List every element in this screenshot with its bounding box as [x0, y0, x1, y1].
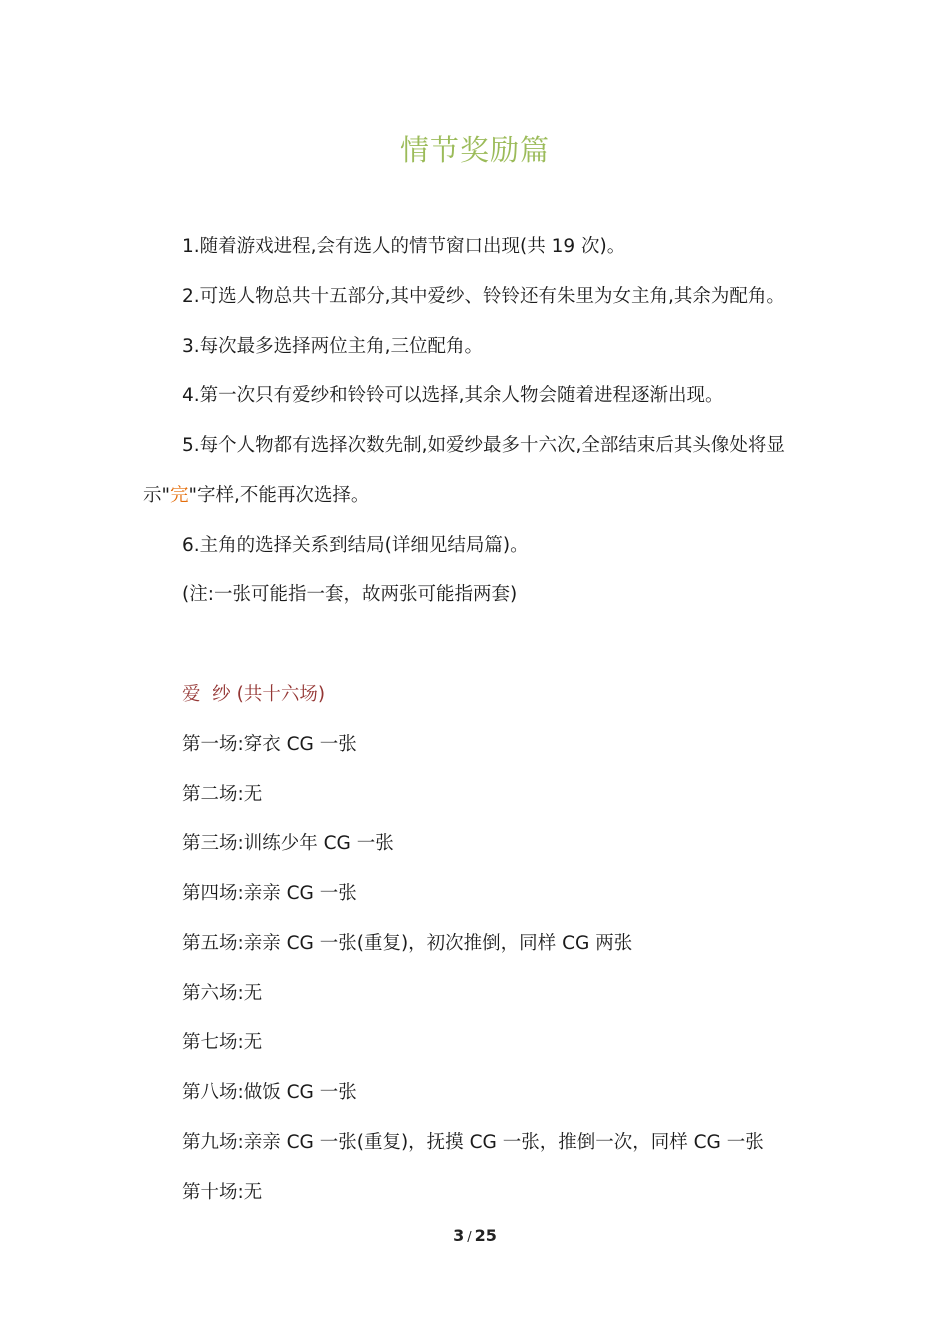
scene-item: 第一场:穿衣 CG 一张	[182, 734, 357, 755]
rule-1: 1.随着游戏进程,会有选人的情节窗口出现(共 19 次)。	[182, 236, 626, 257]
scene-item: 第五场:亲亲 CG 一张(重复)，初次推倒，同样 CG 两张	[182, 933, 633, 954]
scene-item: 第十场:无	[182, 1182, 263, 1203]
scene-item: 第三场:训练少年 CG 一张	[182, 833, 394, 854]
scene-item: 第九场:亲亲 CG 一张(重复)，抚摸 CG 一张，推倒一次，同样 CG 一张	[182, 1132, 764, 1153]
rule-3: 3.每次最多选择两位主角,三位配角。	[182, 336, 484, 357]
total-pages: 25	[474, 1226, 497, 1245]
rule-5-prefix: 示"	[143, 485, 171, 506]
page-title: 情节奖励篇	[399, 133, 550, 167]
scene-item: 第二场:无	[182, 784, 263, 805]
rule-5-suffix: "字样,不能再次选择。	[188, 485, 370, 506]
section-heading: 爱 纱 (共十六场)	[182, 684, 326, 705]
scene-item: 第七场:无	[182, 1032, 263, 1053]
current-page: 3	[453, 1226, 465, 1245]
rule-2: 2.可选人物总共十五部分,其中爱纱、铃铃还有朱里为女主角,其余为配角。	[182, 286, 785, 307]
scene-item: 第六场:无	[182, 983, 263, 1004]
page-number	[0, 1226, 950, 1245]
note: (注:一张可能指一套，故两张可能指两套)	[182, 584, 518, 605]
scene-item: 第四场:亲亲 CG 一张	[182, 883, 357, 904]
scene-item: 第八场:做饭 CG 一张	[182, 1082, 357, 1103]
rule-5: 5.每个人物都有选择次数先制,如爱纱最多十六次,全部结束后其头像处将显	[182, 435, 785, 456]
rule-5-continued	[143, 484, 369, 508]
highlight-complete-mark: 完	[170, 485, 189, 506]
page-separator: /	[467, 1230, 472, 1245]
rule-6: 6.主角的选择关系到结局(详细见结局篇)。	[182, 535, 529, 556]
rule-4: 4.第一次只有爱纱和铃铃可以选择,其余人物会随着进程逐渐出现。	[182, 385, 724, 406]
